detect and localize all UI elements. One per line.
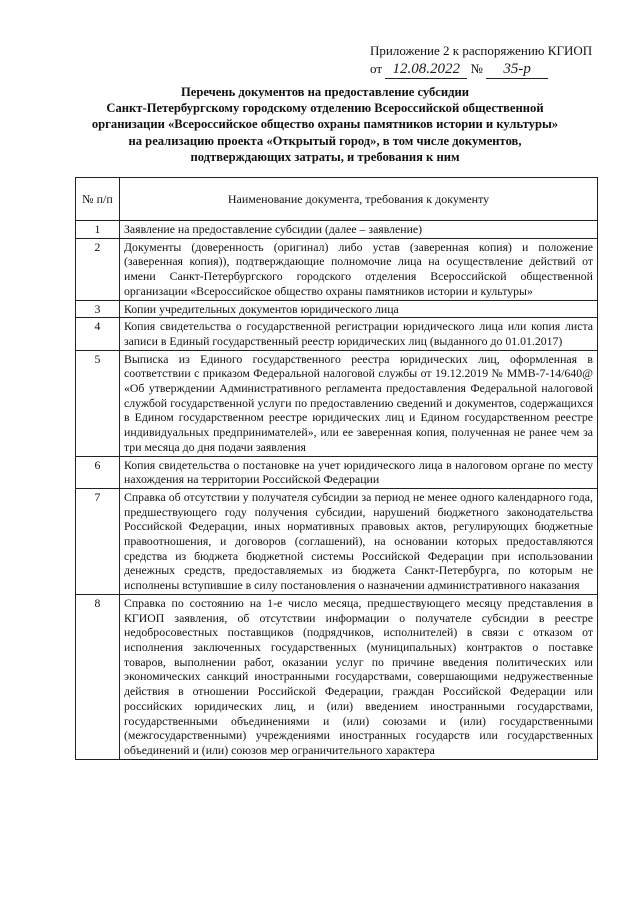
row-number: 6 [76,456,120,488]
row-number: 3 [76,300,120,318]
row-text: Справка по состоянию на 1-е число месяца, предшествующего месяцу представления в КГИОП заявления, об отсутствии информации о получателе субсидии в реестре недобросовестных поставщиков (подрядчиков, исполнителей) в связи с отказом от исполнения заключенных государственных (муниципальных) контрактов о поставке товаров, выполнении работ, оказании услуг по причине введения политических или экономических санкций иностранными государствами, совершающими недружественные действия в отношении Российской Федерации, граждан Российской Федерации или российских юридических лиц, и (или) введением иностранными государствами, государственными объединениями и (или) союзами и (или) государственными (межгосударственными) учреждениями иностранных государств или государственных объединений и (или) союзов мер ограничительного характера [120,594,598,759]
row-text: Копия свидетельства о постановке на учет юридического лица в налоговом органе по месту нахождения на территории Российской Федерации [120,456,598,488]
row-number: 5 [76,350,120,456]
row-text: Копия свидетельства о государственной регистрации юридического лица или копия листа записи в Единый государственный реестр юридических лиц (выданного до 01.01.2017) [120,318,598,350]
row-text: Справка об отсутствии у получателя субсидии за период не менее одного календарного года, предшествующего году получения субсидии, нарушений бюджетного законодательства Российской Федерации, иных нормативных правовых актов, регулирующих бюджетные правоотношения, и договоров (соглашений), на основании которых предоставляются средства из бюджета бюджетной системы Российской Федерации при использовании денежных средств, предоставляемых из бюджета Санкт-Петербурга, по которым не исполнены вступившие в силу постановления о назначении административного наказания [120,488,598,594]
date-prefix: от [370,61,383,76]
appendix-date-line [370,60,620,79]
documents-table [75,177,598,760]
row-text: Выписка из Единого государственного реестра юридических лиц, оформленная в соответствии с приказом Федеральной налоговой службы от 19.12.2019 № ММВ-7-14/640@ «Об утверждении Административного регламента предоставления Федеральной налоговой службой государственной услуги по предоставлению сведений и документов, содержащихся в Едином государственном реестре юридических лиц и Едином государственном реестре индивидуальных предпринимателей», или ее заверенная копия, полученная не ранее чем за три месяца до дня подачи заявления [120,350,598,456]
number-label: № [470,61,483,76]
handwritten-number: 35-р [503,61,531,77]
header-num: № п/п [76,178,120,221]
table-header-row [76,178,598,221]
appendix-title: Приложение 2 к распоряжению КГИОП [370,43,593,58]
row-number: 7 [76,488,120,594]
header-name: Наименование документа, требования к документу [120,178,598,221]
row-number: 1 [76,221,120,239]
document-title [75,84,575,165]
title-line: подтверждающих затраты, и требования к ним [190,149,460,164]
title-line: Перечень документов на предоставление субсидии [180,85,470,99]
table-row [76,350,598,456]
title-line: организации «Всероссийское общество охраны памятников истории и культуры» [91,117,559,132]
row-number: 8 [76,594,120,759]
row-text: Документы (доверенность (оригинал) либо устав (заверенная копия) и положение (заверенная копия)), подтверждающие полномочие лица на осуществление действий от имени Санкт-Петербургского городского отделения Всероссийской общественной организации «Всероссийское общество охраны памятников истории и культуры» [120,238,598,300]
row-text: Заявление на предоставление субсидии (далее – заявление) [120,221,598,239]
title-line: на реализацию проекта «Открытый город», в том числе документов, [128,133,522,148]
appendix-header [370,42,620,79]
row-number: 2 [76,238,120,300]
handwritten-date: 12.08.2022 [392,61,461,77]
table-row [76,488,598,594]
table-row [76,594,598,759]
table-row [76,456,598,488]
table-row [76,300,598,318]
row-number: 4 [76,318,120,350]
table-row [76,318,598,350]
table-row [76,221,598,239]
table-row [76,238,598,300]
row-text: Копии учредительных документов юридического лица [120,300,598,318]
title-line: Санкт-Петербургскому городскому отделению Всероссийской общественной [106,101,544,116]
